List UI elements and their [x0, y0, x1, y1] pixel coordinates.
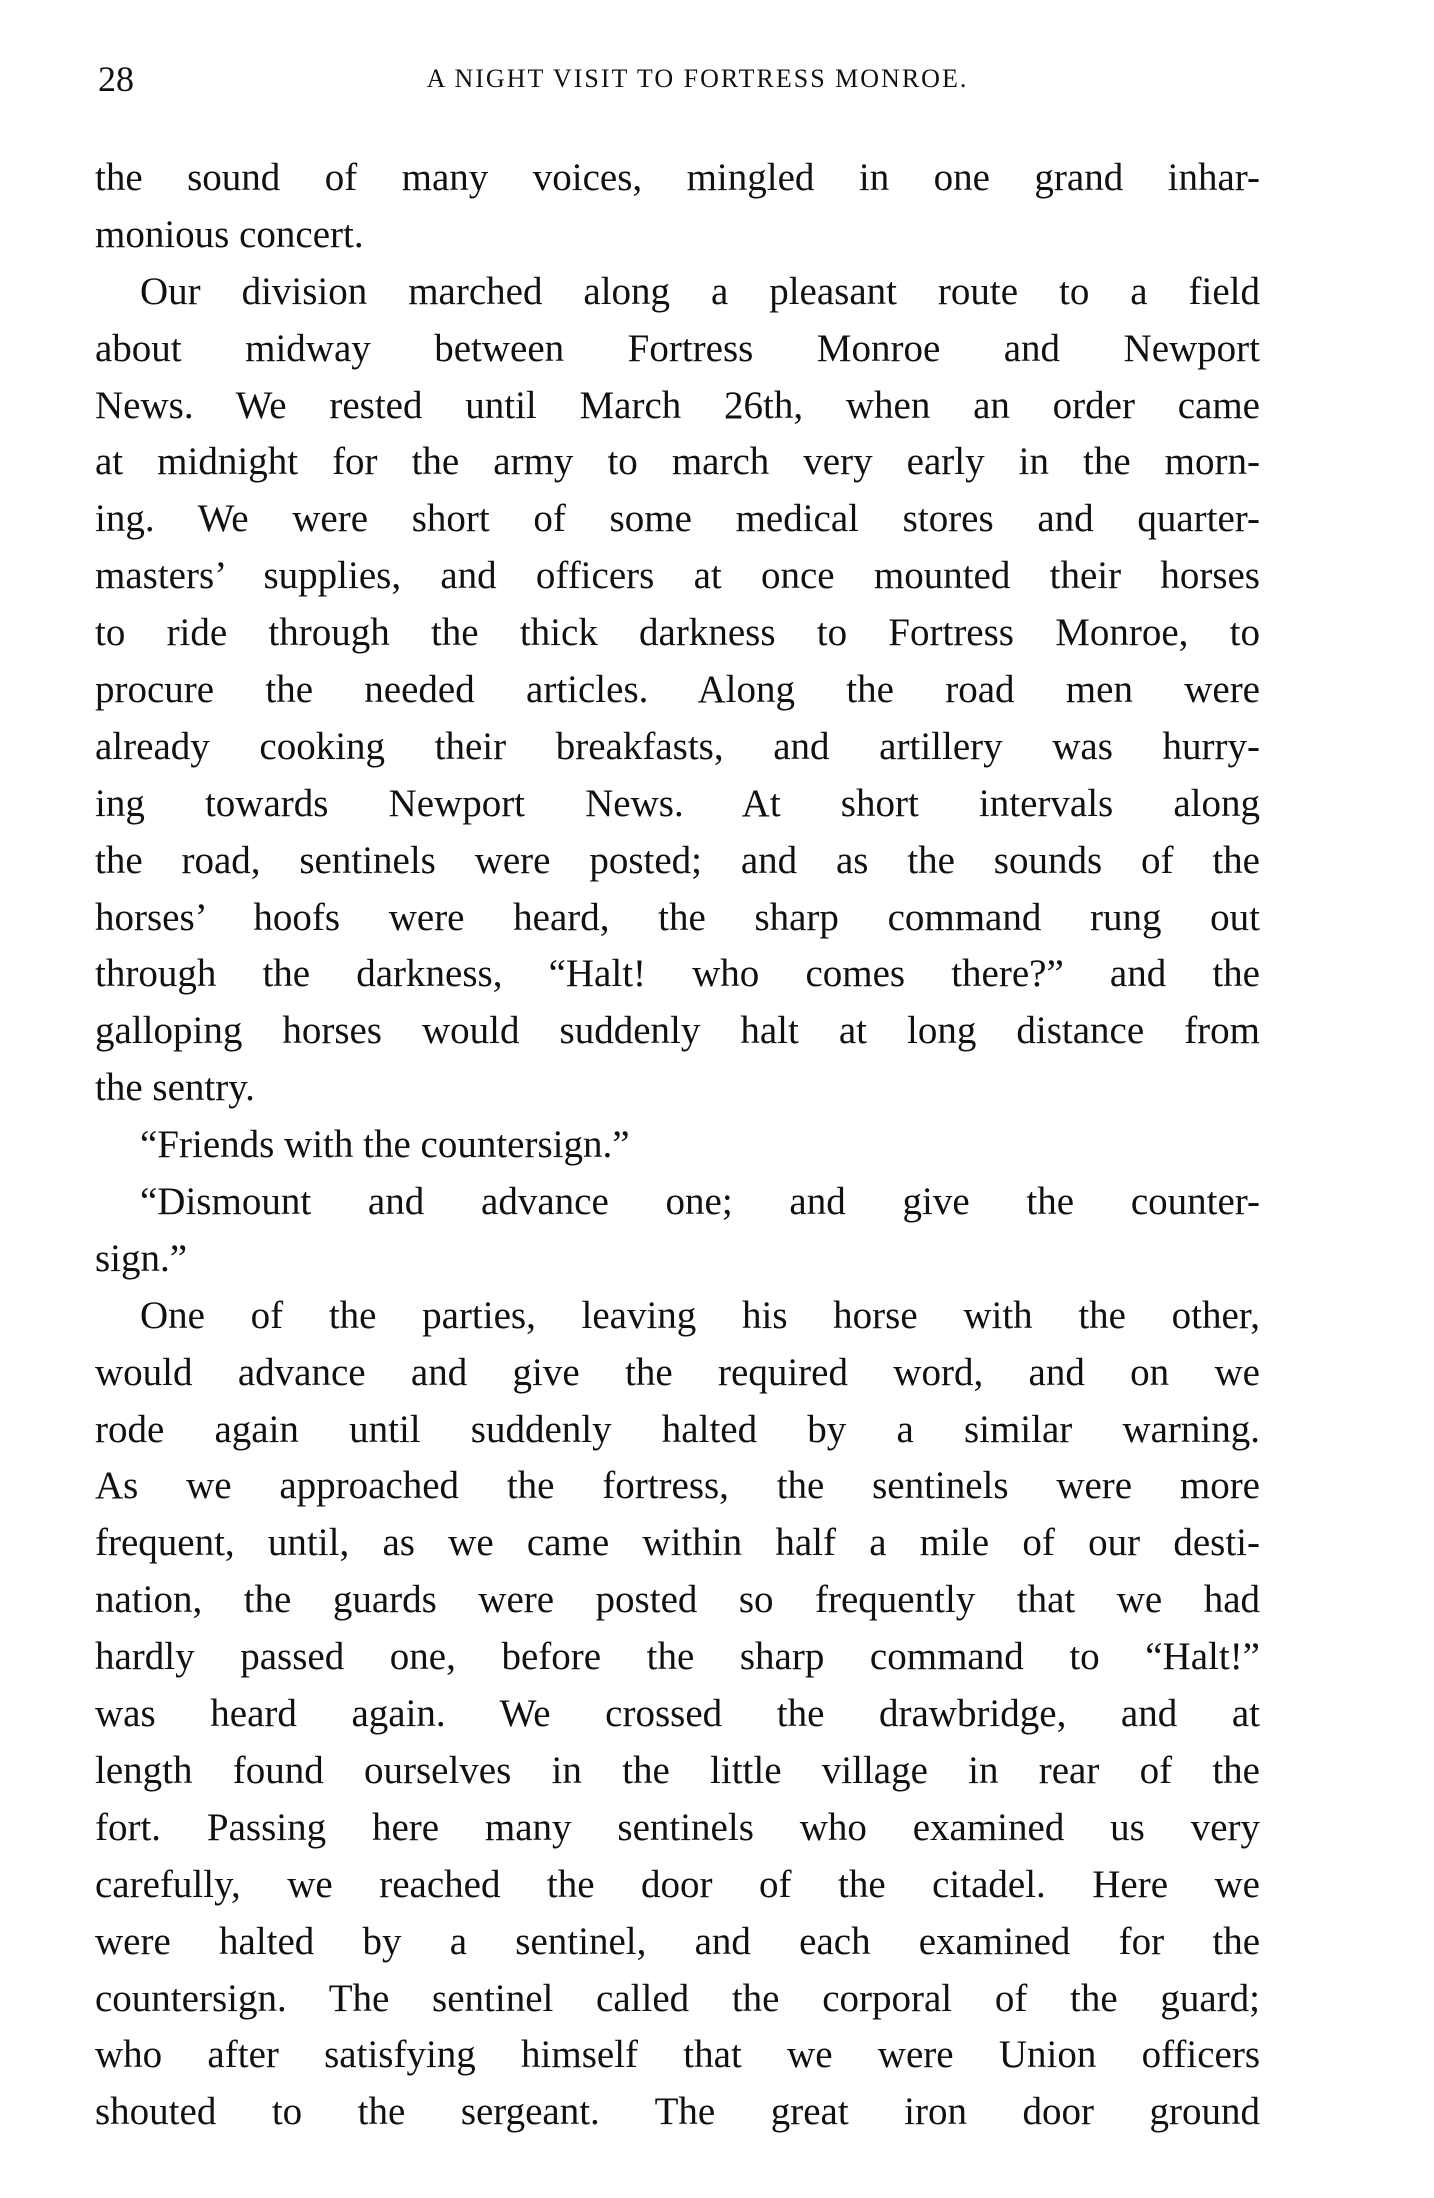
text-line: would advance and give the required word, and on we: [95, 1350, 1260, 1394]
text-line: through the darkness, “Halt! who comes there?” and the: [95, 952, 1260, 996]
text-line: already cooking their breakfasts, and artillery was hurry-: [95, 724, 1260, 768]
text-line: One of the parties, leaving his horse with the other,: [140, 1293, 1260, 1337]
page-number: 28: [98, 59, 134, 99]
body-text: [95, 150, 1260, 2141]
text-line: length found ourselves in the little village in rear of the: [95, 1748, 1260, 1792]
text-line: were halted by a sentinel, and each examined for the: [95, 1919, 1260, 1963]
text-line: sign.”: [95, 1236, 188, 1280]
text-line: to ride through the thick darkness to Fortress Monroe, to: [95, 611, 1260, 655]
text-line: fort. Passing here many sentinels who examined us very: [95, 1805, 1260, 1849]
text-line: hardly passed one, before the sharp command to “Halt!”: [95, 1635, 1260, 1679]
text-line: shouted to the sergeant. The great iron door ground: [95, 2090, 1260, 2134]
page-header: [95, 58, 1260, 104]
text-line: about midway between Fortress Monroe and Newport: [95, 326, 1260, 370]
text-line: at midnight for the army to march very early in the morn-: [95, 440, 1260, 484]
text-line: nation, the guards were posted so frequently that we had: [95, 1578, 1260, 1622]
text-line: galloping horses would suddenly halt at long distance from: [95, 1009, 1260, 1053]
text-line: the sentry.: [95, 1066, 255, 1110]
text-line: who after satisfying himself that we were Union officers: [95, 2033, 1260, 2077]
text-line: masters’ supplies, and officers at once mounted their horses: [95, 554, 1260, 598]
text-line: ing. We were short of some medical stores and quarter-: [95, 497, 1260, 541]
text-line: carefully, we reached the door of the citadel. Here we: [95, 1862, 1260, 1906]
text-line: “Dismount and advance one; and give the counter-: [140, 1180, 1260, 1224]
text-line: the sound of many voices, mingled in one grand inhar-: [95, 156, 1260, 199]
text-line: Our division marched along a pleasant route to a field: [140, 269, 1260, 313]
text-line: horses’ hoofs were heard, the sharp command rung out: [95, 895, 1260, 939]
text-line: was heard again. We crossed the drawbridge, and at: [95, 1692, 1260, 1736]
text-line: “Friends with the countersign.”: [140, 1123, 630, 1167]
text-line: As we approached the fortress, the sentinels were more: [95, 1464, 1260, 1508]
text-line: procure the needed articles. Along the road men were: [95, 668, 1260, 712]
text-line: News. We rested until March 26th, when an order came: [95, 383, 1260, 427]
text-line: countersign. The sentinel called the corporal of the guard;: [95, 1976, 1260, 2020]
text-line: monious concert.: [95, 212, 364, 256]
text-line: rode again until suddenly halted by a similar warning.: [95, 1407, 1260, 1451]
text-line: frequent, until, as we came within half a mile of our desti-: [95, 1521, 1260, 1565]
running-title: A NIGHT VISIT TO FORTRESS MONROE.: [426, 64, 969, 93]
text-line: the road, sentinels were posted; and as the sounds of the: [95, 838, 1260, 882]
text-line: ing towards Newport News. At short intervals along: [95, 781, 1260, 825]
